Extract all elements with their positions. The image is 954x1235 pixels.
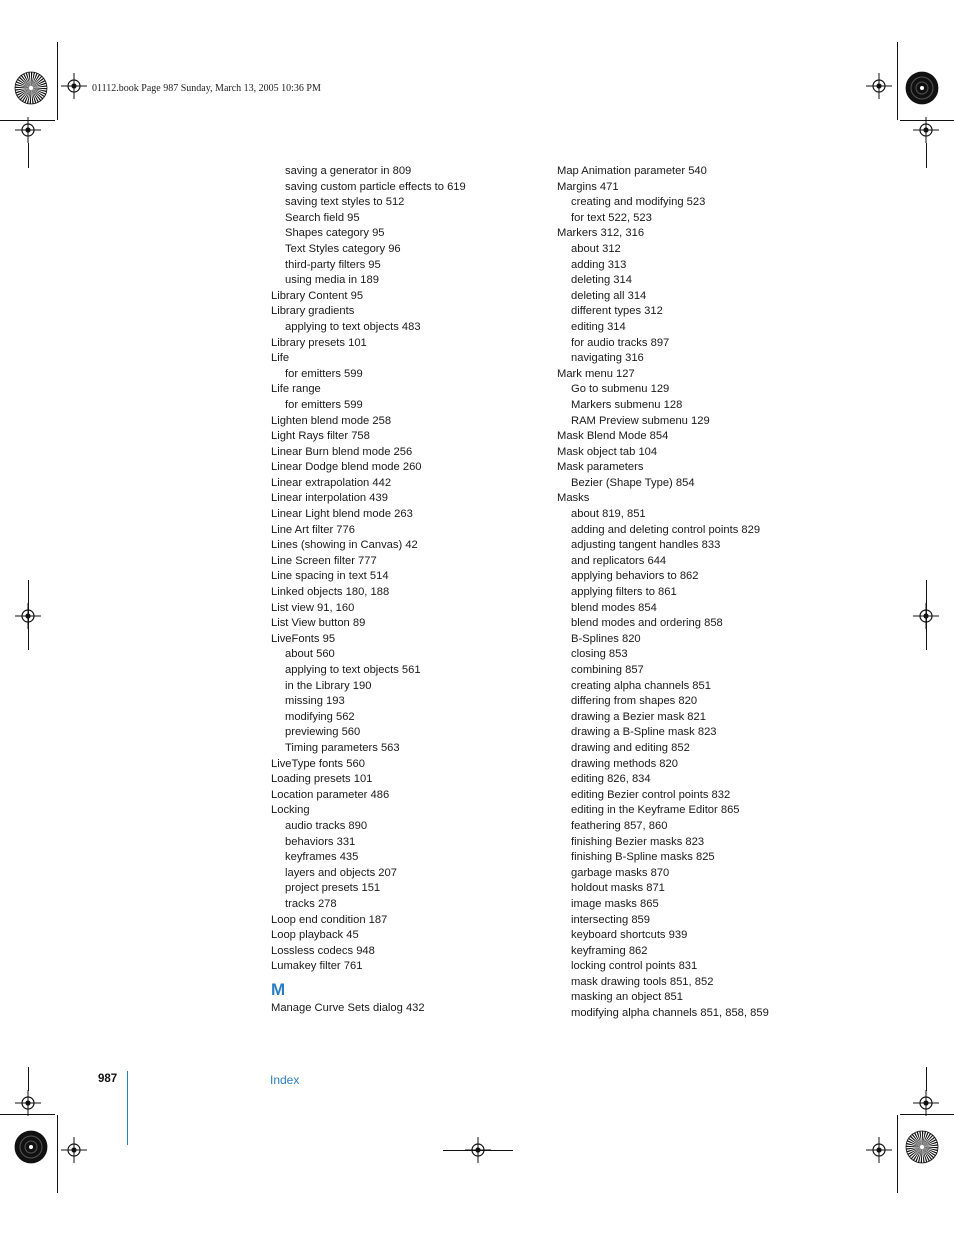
index-entry: Library Content 95 <box>271 289 364 302</box>
index-subentry: saving text styles to 512 <box>285 196 405 209</box>
index-entry: Loop playback 45 <box>271 929 359 942</box>
index-subentry: Text Styles category 96 <box>285 242 401 255</box>
index-subentry: tracks 278 <box>285 897 337 910</box>
index-entry: Life <box>271 352 290 365</box>
index-subentry: masking an object 851 <box>571 991 683 1004</box>
index-subentry: for text 522, 523 <box>571 211 652 224</box>
index-entry: List view 91, 160 <box>271 601 355 614</box>
index-entry: List View button 89 <box>271 617 366 630</box>
index-subentry: adding and deleting control points 829 <box>571 523 761 536</box>
index-subentry: in the Library 190 <box>285 679 372 692</box>
index-entry: Masks <box>557 492 590 505</box>
crop-mark-icon <box>900 120 954 121</box>
index-subentry: applying behaviors to 862 <box>571 570 699 583</box>
index-subentry: third-party filters 95 <box>285 258 381 271</box>
index-subentry: navigating 316 <box>571 352 644 365</box>
crop-mark-icon <box>897 1115 898 1193</box>
index-subentry: project presets 151 <box>285 882 381 895</box>
index-subentry: editing 314 <box>571 320 626 333</box>
index-entry: Linear Light blend mode 263 <box>271 508 413 521</box>
index-subentry: feathering 857, 860 <box>571 819 668 832</box>
index-entry: LiveFonts 95 <box>271 632 336 645</box>
crop-mark-icon <box>443 1150 513 1151</box>
index-subentry: B-Splines 820 <box>571 632 641 645</box>
crop-mark-icon <box>28 143 29 168</box>
index-entry: Lumakey filter 761 <box>271 960 363 973</box>
starburst-target-icon <box>905 1130 939 1164</box>
index-subentry: saving custom particle effects to 619 <box>285 180 466 193</box>
footer-divider <box>127 1071 128 1145</box>
page-number: 987 <box>98 1073 118 1085</box>
index-subentry: drawing a B-Spline mask 823 <box>571 726 717 739</box>
crop-mark-icon <box>926 143 927 168</box>
index-subentry: applying to text objects 561 <box>285 664 421 676</box>
index-subentry: layers and objects 207 <box>285 866 397 879</box>
index-entry: Linear Burn blend mode 256 <box>271 445 413 458</box>
registration-crosshair-icon <box>15 1090 41 1116</box>
index-subentry: audio tracks 890 <box>285 819 368 832</box>
index-subentry: image masks 865 <box>571 897 659 910</box>
index-subentry: Shapes category 95 <box>285 227 385 240</box>
index-entry: Library presets 101 <box>271 336 367 349</box>
crop-mark-icon <box>926 580 927 650</box>
index-entry: Line spacing in text 514 <box>271 570 389 583</box>
crop-mark-icon <box>28 580 29 650</box>
crop-mark-icon <box>57 42 58 120</box>
index-subentry: modifying alpha channels 851, 858, 859 <box>571 1007 769 1020</box>
index-subentry: intersecting 859 <box>571 913 650 926</box>
index-subentry: for audio tracks 897 <box>571 336 670 349</box>
index-subentry: holdout masks 871 <box>571 882 665 895</box>
crop-mark-icon <box>57 1115 58 1193</box>
index-subentry: finishing B-Spline masks 825 <box>571 851 715 864</box>
crop-mark-icon <box>900 1114 954 1115</box>
index-entry: Mask object tab 104 <box>557 445 658 458</box>
index-subentry: locking control points 831 <box>571 960 698 973</box>
index-entry: Location parameter 486 <box>271 788 390 801</box>
index-entry: Life range <box>271 383 321 396</box>
index-subentry: editing 826, 834 <box>571 773 651 786</box>
index-subentry: previewing 560 <box>285 726 361 739</box>
index-entry: Manage Curve Sets dialog 432 <box>271 1001 425 1014</box>
index-subentry: about 312 <box>571 242 621 255</box>
index-entry: Locking <box>271 804 310 817</box>
index-subentry: garbage masks 870 <box>571 866 670 879</box>
index-subentry: keyboard shortcuts 939 <box>571 929 688 942</box>
registration-crosshair-icon <box>866 1137 892 1163</box>
index-subentry: finishing Bezier masks 823 <box>571 835 705 848</box>
crop-mark-icon <box>926 1067 927 1091</box>
index-subentry: mask drawing tools 851, 852 <box>571 975 714 988</box>
index-entry: Lighten blend mode 258 <box>271 414 392 427</box>
index-entry: Linear Dodge blend mode 260 <box>271 461 422 474</box>
index-entry: Mask Blend Mode 854 <box>557 430 669 443</box>
index-entry: Line Art filter 776 <box>271 523 355 536</box>
index-entry: Map Animation parameter 540 <box>557 165 707 177</box>
index-subentry: adding 313 <box>571 258 627 271</box>
registration-crosshair-icon <box>866 73 892 99</box>
starburst-target-icon <box>14 1130 48 1164</box>
index-entry: LiveType fonts 560 <box>271 757 365 770</box>
index-subentry: Search field 95 <box>285 211 360 224</box>
index-subentry: differing from shapes 820 <box>571 695 698 708</box>
index-subentry: about 560 <box>285 648 335 661</box>
index-subentry: creating alpha channels 851 <box>571 679 711 692</box>
index-subentry: modifying 562 <box>285 710 355 723</box>
index-subentry: deleting 314 <box>571 274 632 287</box>
index-column-left <box>271 164 561 1016</box>
index-entry: Margins 471 <box>557 180 619 193</box>
crop-mark-icon <box>897 42 898 120</box>
crop-mark-icon <box>0 1114 55 1115</box>
index-subentry: about 819, 851 <box>571 508 646 521</box>
index-subentry: closing 853 <box>571 648 628 661</box>
index-entry: Linear extrapolation 442 <box>271 476 392 489</box>
crop-mark-icon <box>28 1067 29 1091</box>
index-entry: Library gradients <box>271 305 355 318</box>
index-subentry: RAM Preview submenu 129 <box>571 414 710 427</box>
index-subentry: Timing parameters 563 <box>285 741 400 754</box>
index-subentry: Markers submenu 128 <box>571 398 683 411</box>
index-subentry: drawing methods 820 <box>571 757 678 770</box>
index-subentry: for emitters 599 <box>285 398 363 411</box>
index-column-right <box>557 164 847 1022</box>
index-subentry: different types 312 <box>571 305 663 318</box>
index-subentry: applying filters to 861 <box>571 586 677 599</box>
index-subentry: applying to text objects 483 <box>285 320 421 333</box>
index-subentry: drawing a Bezier mask 821 <box>571 710 706 723</box>
index-subentry: creating and modifying 523 <box>571 196 706 209</box>
index-entry: Light Rays filter 758 <box>271 430 370 443</box>
index-subentry: saving a generator in 809 <box>285 165 412 177</box>
index-subentry: drawing and editing 852 <box>571 741 690 754</box>
crop-mark-icon <box>0 120 55 121</box>
index-subentry: behaviors 331 <box>285 835 356 848</box>
index-subentry: using media in 189 <box>285 274 379 287</box>
print-slug: 01112.book Page 987 Sunday, March 13, 2005 10:36 PM <box>92 83 321 94</box>
index-entry: Loading presets 101 <box>271 773 373 786</box>
footer-title: Index <box>270 1073 300 1087</box>
index-subentry: keyframing 862 <box>571 944 648 957</box>
index-entry: Mask parameters <box>557 461 644 474</box>
registration-crosshair-icon <box>61 73 87 99</box>
index-entry: Line Screen filter 777 <box>271 554 377 567</box>
index-subentry: Bezier (Shape Type) 854 <box>571 476 695 489</box>
index-entry: Linked objects 180, 188 <box>271 586 390 599</box>
index-entry: Lines (showing in Canvas) 42 <box>271 539 418 552</box>
index-subentry: for emitters 599 <box>285 367 363 380</box>
index-entry: Mark menu 127 <box>557 367 635 380</box>
index-subentry: editing Bezier control points 832 <box>571 788 731 801</box>
index-subentry: Go to submenu 129 <box>571 383 670 396</box>
index-entry: Linear interpolation 439 <box>271 492 388 505</box>
registration-crosshair-icon <box>913 1090 939 1116</box>
index-subentry: deleting all 314 <box>571 289 647 302</box>
index-subentry: combining 857 <box>571 664 644 676</box>
index-subentry: editing in the Keyframe Editor 865 <box>571 804 740 817</box>
index-subentry: adjusting tangent handles 833 <box>571 539 721 552</box>
starburst-target-icon <box>905 71 939 105</box>
starburst-target-icon <box>14 71 48 105</box>
registration-crosshair-icon <box>61 1137 87 1163</box>
index-entry: Markers 312, 316 <box>557 227 645 240</box>
index-subentry: missing 193 <box>285 695 345 708</box>
section-letter: M <box>271 979 286 999</box>
index-entry: Lossless codecs 948 <box>271 944 375 957</box>
index-subentry: blend modes 854 <box>571 601 657 614</box>
index-subentry: keyframes 435 <box>285 851 359 864</box>
index-subentry: blend modes and ordering 858 <box>571 617 723 630</box>
index-subentry: and replicators 644 <box>571 554 667 567</box>
index-entry: Loop end condition 187 <box>271 913 388 926</box>
